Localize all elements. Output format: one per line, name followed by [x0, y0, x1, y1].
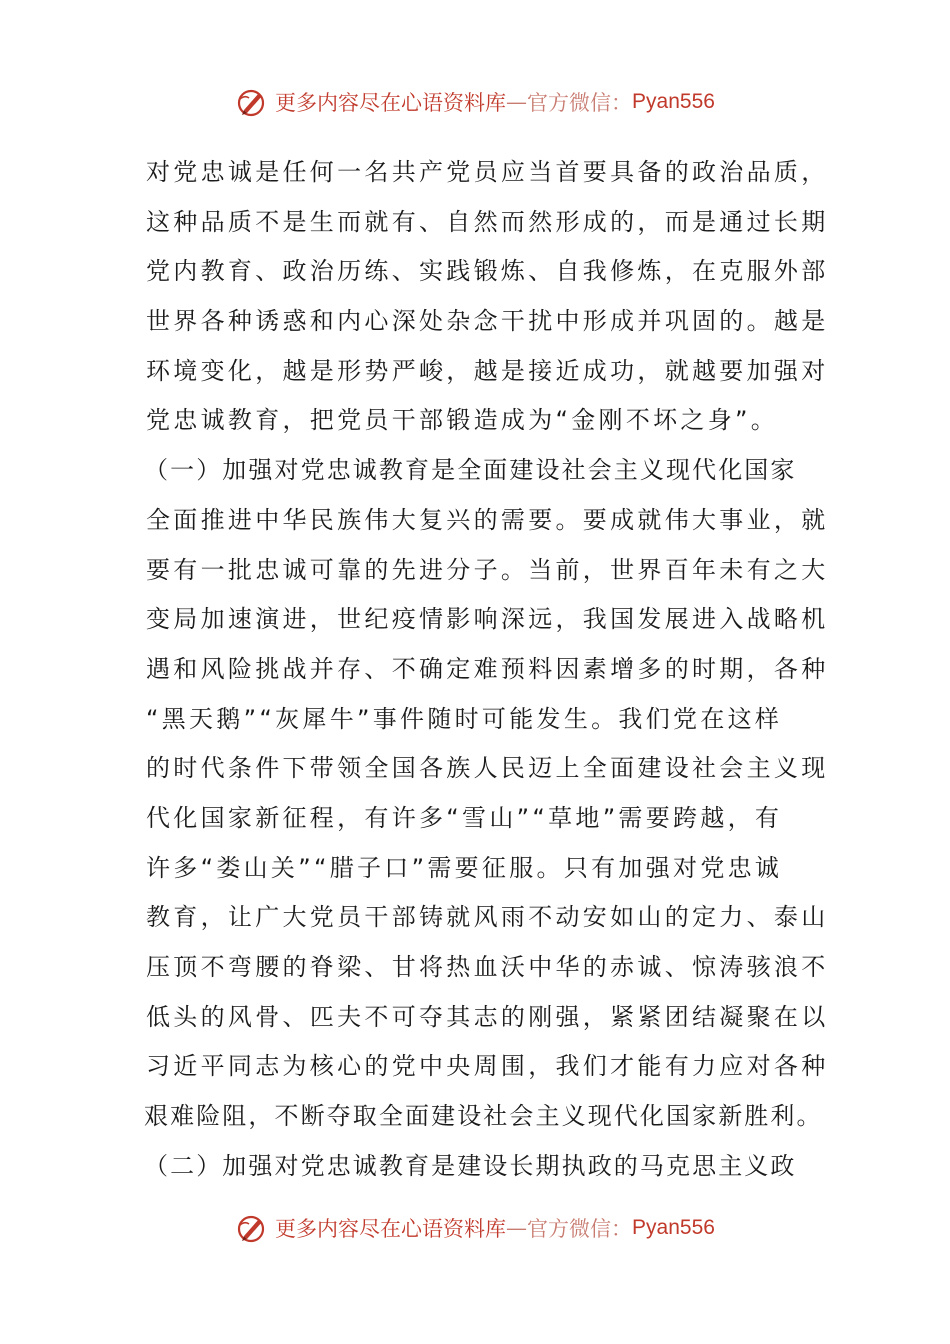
- banner-wechat-label: 官方微信：: [527, 91, 633, 115]
- body-line: 这种品质不是生而就有、自然而然形成的，而是通过长期: [146, 207, 829, 236]
- header-watermark-banner: [0, 82, 950, 122]
- banner-site-text: 更多内容尽在心语资料库: [275, 1217, 507, 1241]
- section-heading-line: （一）加强对党忠诚教育是全面建设社会主义现代化国家: [144, 456, 797, 485]
- body-line: 遇和风险挑战并存、不确定难预料因素增多的时期，各种: [146, 654, 829, 683]
- body-line: 代化国家新征程，有许多“雪山”“草地”需要跨越，有: [146, 803, 783, 832]
- banner-dash: —: [506, 1216, 528, 1240]
- body-line: 变局加速演进，世纪疫情影响深远，我国发展进入战略机: [146, 605, 829, 634]
- body-line: 教育，让广大党员干部铸就风雨不动安如山的定力、泰山: [146, 903, 829, 932]
- banner-wechat-label: 官方微信：: [527, 1217, 633, 1241]
- body-line: 要有一批忠诚可靠的先进分子。当前，世界百年未有之大: [146, 555, 829, 584]
- pen-logo-icon: [235, 1211, 269, 1245]
- banner-wechat-id: Pyan556: [632, 90, 715, 113]
- banner-site-text: 更多内容尽在心语资料库: [275, 91, 507, 115]
- body-line: 压顶不弯腰的脊梁、甘将热血沃中华的赤诚、惊涛骇浪不: [146, 953, 829, 981]
- footer-watermark-banner: [0, 1208, 950, 1248]
- body-line: “黑天鹅”“灰犀牛”事件随时可能发生。我们党在这样: [146, 704, 783, 733]
- body-line: 党忠诚教育，把党员干部锻造成为“金刚不坏之身”。: [146, 406, 779, 435]
- body-line: 环境变化，越是形势严峻，越是接近成功，就越要加强对: [146, 356, 829, 385]
- body-line: 低头的风骨、匹夫不可夺其志的刚强，紧紧团结凝聚在以: [146, 1002, 829, 1031]
- body-line: 的时代条件下带领全国各族人民迈上全面建设社会主义现: [146, 754, 829, 783]
- body-line: 全面推进中华民族伟大复兴的需要。要成就伟大事业，就: [146, 505, 829, 534]
- banner-dash: —: [506, 90, 528, 114]
- document-body: [144, 148, 829, 1191]
- body-line: 世界各种诱惑和内心深处杂念干扰中形成并巩固的。越是: [146, 307, 829, 336]
- body-line: 对党忠诚是任何一名共产党员应当首要具备的政治品质，: [146, 158, 829, 186]
- pen-logo-icon: [235, 85, 269, 119]
- body-line: 习近平同志为核心的党中央周围，我们才能有力应对各种: [146, 1052, 829, 1081]
- banner-wechat-id: Pyan556: [632, 1216, 715, 1239]
- body-line: 许多“娄山关”“腊子口”需要征服。只有加强对党忠诚: [146, 853, 783, 882]
- section-heading-line: （二）加强对党忠诚教育是建设长期执政的马克思主义政: [144, 1151, 797, 1180]
- body-line: 艰难险阻，不断夺取全面建设社会主义现代化国家新胜利。: [144, 1102, 823, 1131]
- body-line: 党内教育、政治历练、实践锻炼、自我修炼，在克服外部: [146, 257, 829, 286]
